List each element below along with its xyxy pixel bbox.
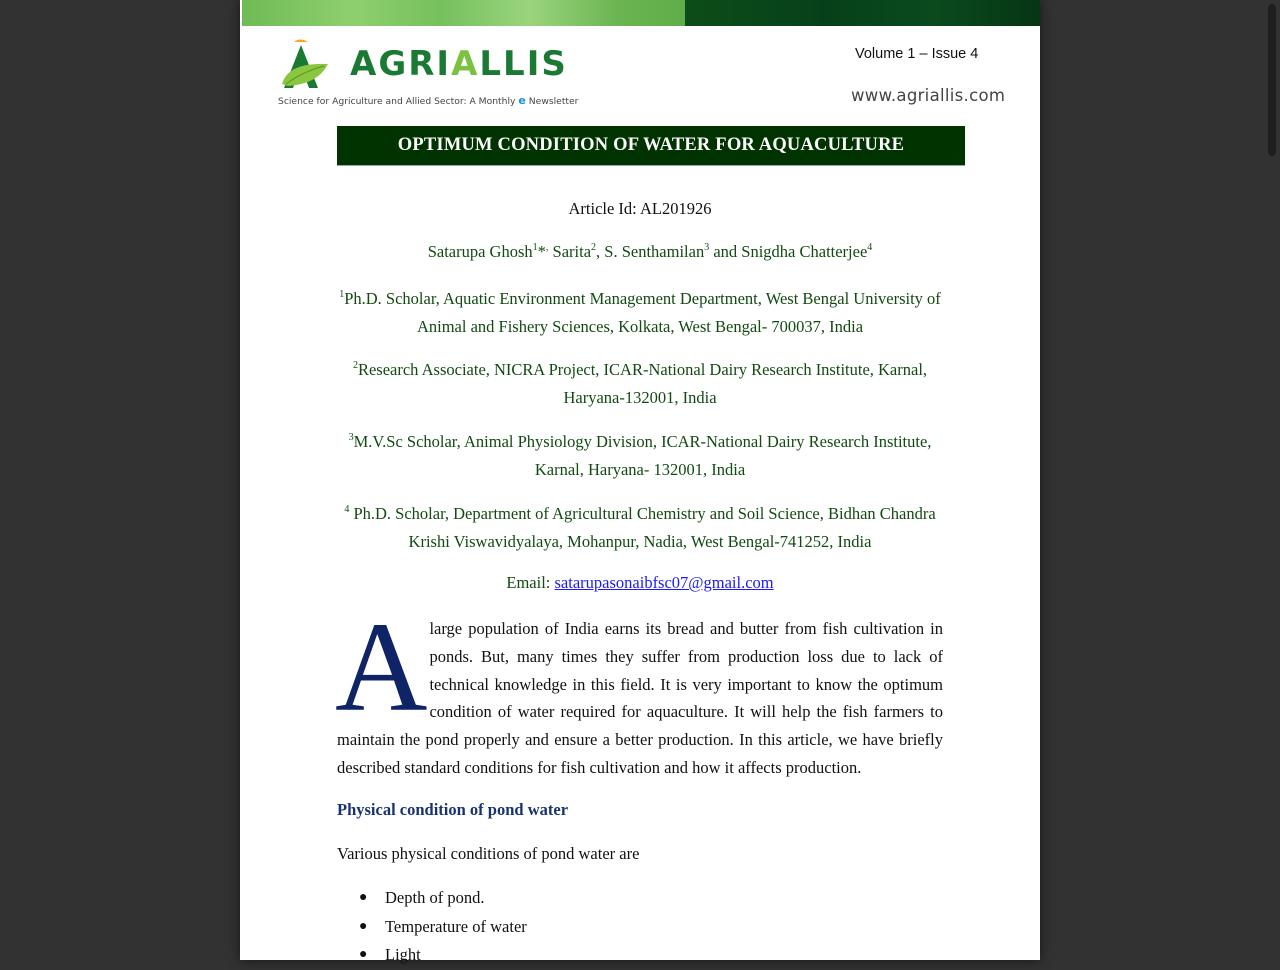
bullet-icon: ● [359, 918, 368, 934]
affiliation-3: $^3$M.V.Sc Scholar, Animal Physiology Division, ICAR-National Dairy Research Institute, Karnal, Haryana- 132001, India [348, 432, 932, 479]
banner-light-green [242, 0, 685, 26]
section-lead: Various physical conditions of pond water are [337, 844, 640, 863]
article-title [337, 126, 965, 166]
section-heading: Physical condition of pond water [337, 800, 569, 819]
document-page [240, 0, 1040, 965]
affiliation-1: $^1$Ph.D. Scholar, Aquatic Environment Management Department, West Bengal University of Animal and Fishery Sciences, Kolkata, West Bengal- 700037, India [339, 289, 941, 336]
bullet-icon: ● [359, 947, 368, 963]
banner-dark-green [685, 0, 1040, 26]
affiliation-4: $^4$ Ph.D. Scholar, Department of Agricultural Chemistry and Soil Science, Bidhan Chandra Krishi Viswavidyalaya, Mohanpur, Nadia, West Bengal-741252, India [344, 504, 936, 551]
vertical-scrollbar[interactable] [1268, 4, 1276, 156]
article-title-text: OPTIMUM CONDITION OF WATER FOR AQUACULTURE [397, 135, 905, 155]
agriallis-logo [278, 38, 588, 110]
list-item: ● Depth of pond. [337, 884, 527, 913]
article-id: Article Id: AL201926 [568, 199, 712, 218]
leaf-a-logo-icon [278, 38, 332, 90]
brand-name: AGRIALLIS [350, 44, 568, 84]
author-list: Satarupa Ghosh$^1$*, Sarita$^2$, S. Senthamilan$^3$ and Snigdha Chatterjee$^4$ [427, 242, 873, 261]
intro-paragraph [335, 596, 943, 782]
website-url: www.agriallis.com [851, 86, 1006, 105]
bullet-icon: ● [359, 890, 368, 906]
list-item: ● Light [337, 941, 527, 970]
list-item: ● Temperature of water [337, 913, 527, 942]
email-label: Email: [506, 573, 555, 592]
affiliation-2: $^2$Research Associate, NICRA Project, ICAR-National Dairy Research Institute, Karnal, Haryana-132001, India [352, 360, 928, 407]
physical-conditions-list [337, 884, 527, 970]
volume-issue: Volume 1 – Issue 4 [855, 46, 979, 62]
header-banner [242, 0, 1040, 26]
contact-email [240, 573, 1040, 593]
brand-tagline: Science for Agriculture and Allied Sector: A Monthly e Newsletter [278, 94, 579, 107]
drop-cap: A [335, 596, 428, 738]
intro-text: large population of India earns its bread and butter from fish cultivation in ponds. But, many times they suffer from production loss due to lack of technical knowledge in this field. It is very important to know the optimum condition of water required for aquaculture. It will help the fish farmers to maintain the pond properly and ensure a better production. In this article, we have briefly described standard conditions for fish cultivation and how it affects production. [337, 619, 943, 777]
email-link[interactable]: satarupasonaibfsc07@gmail.com [554, 573, 774, 592]
